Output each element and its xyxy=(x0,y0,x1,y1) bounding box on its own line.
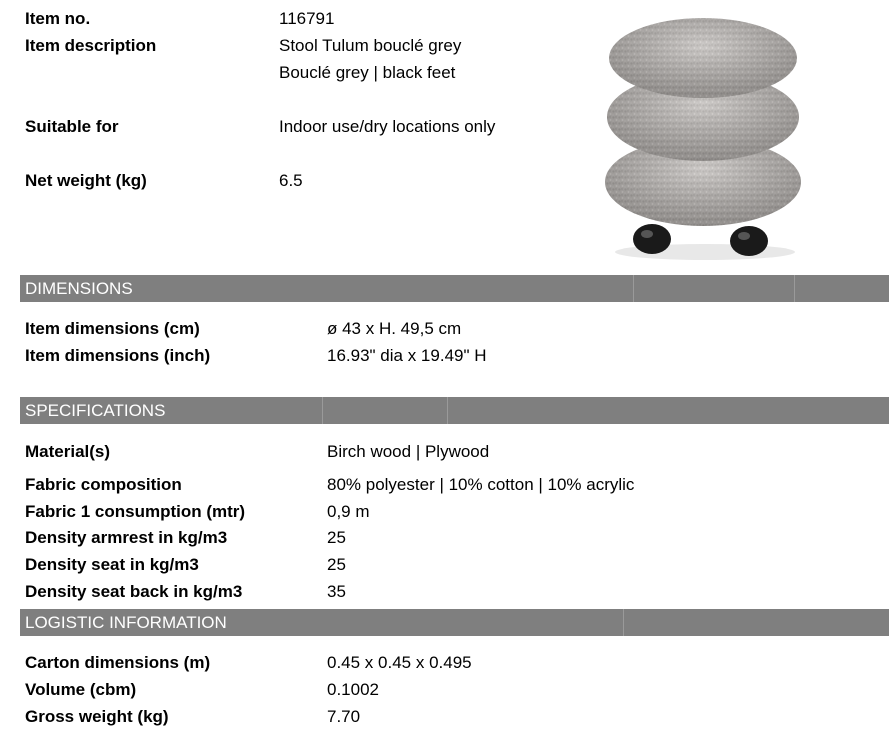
logistics-value: 7.70 xyxy=(327,707,361,726)
item-no-label: Item no. xyxy=(25,9,91,28)
dimension-row xyxy=(0,342,889,369)
dimension-label: Item dimensions (inch) xyxy=(25,346,211,365)
spec-label: Fabric composition xyxy=(25,475,182,494)
right-foot xyxy=(730,226,768,256)
item-description-line1: Stool Tulum bouclé grey xyxy=(279,36,462,55)
spec-label: Density seat in kg/m3 xyxy=(25,555,199,574)
item-description-line2: Bouclé grey | black feet xyxy=(279,63,456,82)
dimension-row xyxy=(0,315,889,342)
logistics-row xyxy=(0,676,889,703)
spec-row xyxy=(0,524,889,551)
header-cell-divider xyxy=(623,609,624,636)
spec-row xyxy=(0,498,889,525)
spec-row xyxy=(0,438,889,465)
dimensions-title: DIMENSIONS xyxy=(25,279,133,298)
net-weight-value: 6.5 xyxy=(279,171,303,190)
spec-label: Material(s) xyxy=(25,442,111,461)
logistics-row xyxy=(0,649,889,676)
left-foot xyxy=(633,224,671,254)
header-cell-divider xyxy=(447,397,448,424)
logistics-label: Volume (cbm) xyxy=(25,680,137,699)
spec-value: 80% polyester | 10% cotton | 10% acrylic xyxy=(327,475,635,494)
spec-row xyxy=(0,578,889,605)
spec-value: 0,9 m xyxy=(327,502,370,521)
suitable-label: Suitable for xyxy=(25,117,119,136)
spec-label: Density armrest in kg/m3 xyxy=(25,528,228,547)
spec-value: 25 xyxy=(327,528,346,547)
logistics-value: 0.45 x 0.45 x 0.495 xyxy=(327,653,472,672)
logistics-label: Carton dimensions (m) xyxy=(25,653,211,672)
item-description-label: Item description xyxy=(25,36,157,55)
specifications-title: SPECIFICATIONS xyxy=(25,401,166,420)
spec-value: Birch wood | Plywood xyxy=(327,442,490,461)
dimensions-header xyxy=(20,275,889,302)
spec-value: 35 xyxy=(327,582,346,601)
stool-image xyxy=(600,14,810,264)
logistics-row xyxy=(0,703,889,730)
logistics-header xyxy=(20,609,889,636)
item-no-value: 116791 xyxy=(279,9,335,28)
logistics-title: LOGISTIC INFORMATION xyxy=(25,613,227,632)
header-cell-divider xyxy=(322,397,323,424)
logistics-label: Gross weight (kg) xyxy=(25,707,169,726)
spec-label: Density seat back in kg/m3 xyxy=(25,582,243,601)
header-cell-divider xyxy=(794,275,795,302)
spec-label: Fabric 1 consumption (mtr) xyxy=(25,502,246,521)
spec-value: 25 xyxy=(327,555,346,574)
header-cell-divider xyxy=(633,275,634,302)
net-weight-label: Net weight (kg) xyxy=(25,171,147,190)
dimension-value: ø 43 x H. 49,5 cm xyxy=(327,319,462,338)
specifications-header xyxy=(20,397,889,424)
logistics-value: 0.1002 xyxy=(327,680,379,699)
dimension-label: Item dimensions (cm) xyxy=(25,319,200,338)
spec-row xyxy=(0,471,889,498)
spec-row xyxy=(0,551,889,578)
dimension-value: 16.93" dia x 19.49" H xyxy=(327,346,487,365)
suitable-value: Indoor use/dry locations only xyxy=(279,117,496,136)
